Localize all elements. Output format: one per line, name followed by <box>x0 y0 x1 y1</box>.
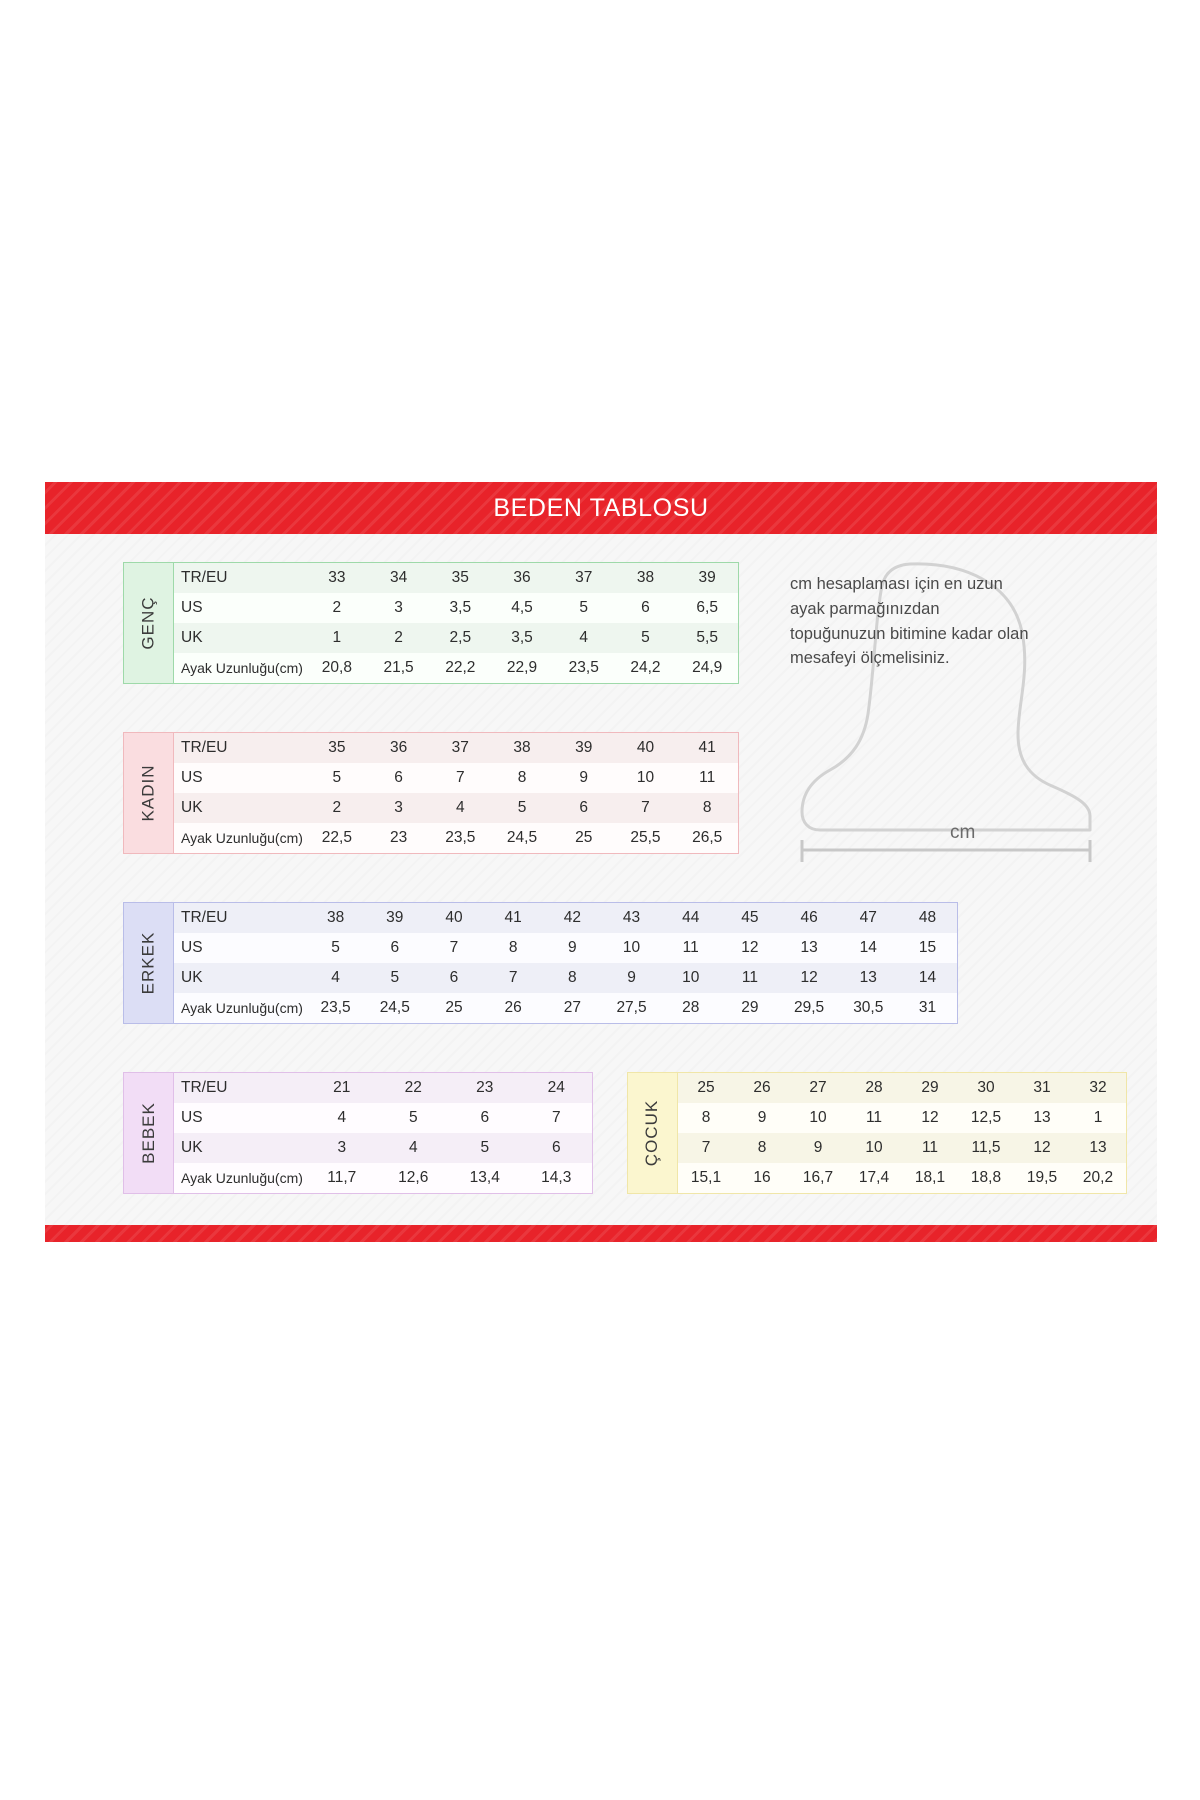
cell: 8 <box>568 969 577 986</box>
page-title: BEDEN TABLOSU <box>493 493 709 522</box>
cell: 12,6 <box>398 1169 429 1186</box>
table-row <box>174 1163 592 1193</box>
cell: 38 <box>513 739 531 756</box>
cell: 8 <box>757 1139 767 1156</box>
row-label: US <box>181 769 203 786</box>
cell: 1 <box>1093 1109 1103 1126</box>
cell: 5 <box>408 1109 418 1126</box>
table-row <box>678 1073 1126 1103</box>
cell: 6 <box>449 969 459 986</box>
cell: 9 <box>627 969 636 986</box>
cell: 7 <box>455 769 465 786</box>
cell: 12 <box>800 969 818 986</box>
cell: 21,5 <box>383 659 414 676</box>
row-label: Ayak Uzunluğu(cm) <box>181 1000 303 1016</box>
row-cells <box>678 1109 1126 1127</box>
cell: 14 <box>918 969 937 986</box>
cell: 9 <box>757 1109 767 1126</box>
cell: 16 <box>753 1169 771 1186</box>
cell: 10 <box>809 1109 827 1126</box>
cell: 37 <box>575 569 593 586</box>
cell: 20,8 <box>321 659 352 676</box>
cell: 13,4 <box>469 1169 500 1186</box>
measure-instructions: cm hesaplaması için en uzun ayak parmağınızdan topuğunuzun bitimine kadar olan mesafeyi ölçmelisiniz. <box>790 575 1029 668</box>
table-erkek-label: ERKEK <box>124 903 174 1023</box>
cell: 36 <box>513 569 531 586</box>
cell: 15 <box>918 939 937 956</box>
chart-footer-bar <box>45 1225 1157 1242</box>
cell: 3 <box>337 1139 347 1156</box>
table-row <box>174 933 957 963</box>
cm-unit-label: cm <box>950 822 976 843</box>
table-row <box>174 823 738 853</box>
cell: 30,5 <box>853 999 884 1016</box>
cell: 9 <box>579 769 589 786</box>
cell: 30 <box>977 1079 995 1096</box>
table-row <box>174 593 738 623</box>
table-row <box>678 1133 1126 1163</box>
cell: 6,5 <box>696 599 718 616</box>
cell: 24,5 <box>506 829 538 846</box>
row-cells <box>306 1079 592 1097</box>
cell: 12,5 <box>970 1109 1002 1126</box>
cell: 5,5 <box>696 629 718 646</box>
cell: 13 <box>859 969 877 986</box>
cell: 6 <box>480 1109 490 1126</box>
cell: 27 <box>563 999 581 1016</box>
cell: 5 <box>390 969 400 986</box>
table-row <box>174 1073 592 1103</box>
row-label: TR/EU <box>181 909 228 926</box>
cell: 11 <box>741 969 758 986</box>
cell: 8 <box>508 939 518 956</box>
row-label: UK <box>181 629 203 646</box>
cell: 12 <box>741 939 759 956</box>
cell: 11 <box>865 1109 883 1126</box>
cell: 1 <box>332 629 342 646</box>
cell: 16,7 <box>802 1169 834 1186</box>
row-cells <box>678 1079 1126 1097</box>
row-label: UK <box>181 1139 203 1156</box>
table-cocuk-grid <box>678 1073 1126 1193</box>
cell: 24,5 <box>379 999 410 1016</box>
cell: 31 <box>1033 1079 1051 1096</box>
cell: 7 <box>449 939 459 956</box>
cell: 6 <box>551 1139 561 1156</box>
cell: 10 <box>636 769 655 786</box>
cell: 25 <box>697 1079 715 1096</box>
cell: 4 <box>455 799 465 816</box>
cell: 39 <box>386 909 404 926</box>
table-bebek-grid <box>174 1073 592 1193</box>
cell: 2 <box>332 599 342 616</box>
cell: 12 <box>921 1109 939 1126</box>
cell: 35 <box>451 569 469 586</box>
cell: 27,5 <box>616 999 647 1016</box>
cell: 25 <box>575 829 593 846</box>
row-label: TR/EU <box>181 1079 228 1096</box>
cell: 28 <box>865 1079 883 1096</box>
cell: 2 <box>332 799 342 816</box>
size-chart-card <box>45 482 1157 1242</box>
cell: 4 <box>408 1139 418 1156</box>
cell: 17,4 <box>858 1169 890 1186</box>
row-label: TR/EU <box>181 569 228 586</box>
cell: 42 <box>563 909 581 926</box>
row-cells <box>306 599 738 617</box>
cell: 11,7 <box>327 1169 357 1186</box>
cell: 22 <box>404 1079 422 1096</box>
cell: 43 <box>622 909 641 926</box>
row-cells <box>678 1139 1126 1157</box>
cell: 9 <box>568 939 577 956</box>
row-cells <box>306 629 738 647</box>
cell: 41 <box>698 739 716 756</box>
cell: 29 <box>921 1079 939 1096</box>
row-cells <box>306 799 738 817</box>
table-row <box>174 1103 592 1133</box>
table-kadin-label: KADIN <box>124 733 174 853</box>
cell: 21 <box>333 1079 351 1096</box>
cell: 7 <box>701 1139 711 1156</box>
row-label: Ayak Uzunluğu(cm) <box>181 660 303 676</box>
table-row <box>174 733 738 763</box>
table-cocuk-label: ÇOCUK <box>628 1073 678 1193</box>
row-label: US <box>181 1109 203 1126</box>
cell: 40 <box>445 909 463 926</box>
row-label: US <box>181 599 203 616</box>
table-genc <box>123 562 739 684</box>
table-genc-label: GENÇ <box>124 563 174 683</box>
table-row <box>174 963 957 993</box>
cell: 8 <box>702 799 712 816</box>
cell: 29,5 <box>794 999 825 1016</box>
table-row <box>678 1103 1126 1133</box>
cell: 3 <box>394 599 403 616</box>
cell: 12 <box>1033 1139 1051 1156</box>
row-cells <box>306 659 738 677</box>
table-kadin-grid <box>174 733 738 853</box>
row-cells <box>306 569 738 587</box>
row-label: UK <box>181 969 203 986</box>
table-bebek <box>123 1072 593 1194</box>
table-row <box>174 793 738 823</box>
cell: 13 <box>1089 1139 1107 1156</box>
cell: 23,5 <box>320 999 351 1016</box>
cell: 3,5 <box>511 629 533 646</box>
cell: 4,5 <box>511 599 533 616</box>
cell: 26 <box>504 999 522 1016</box>
cell: 8 <box>517 769 527 786</box>
row-cells <box>306 999 957 1017</box>
cell: 14,3 <box>541 1169 572 1186</box>
cell: 5 <box>331 939 340 956</box>
cell: 20,2 <box>1082 1169 1114 1186</box>
cell: 11 <box>921 1139 939 1156</box>
cell: 4 <box>337 1109 347 1126</box>
cell: 2,5 <box>449 629 472 646</box>
cell: 11 <box>699 769 716 786</box>
table-bebek-label: BEBEK <box>124 1073 174 1193</box>
chart-header <box>45 482 1157 534</box>
cell: 26,5 <box>692 829 723 846</box>
cell: 34 <box>389 569 408 586</box>
table-row <box>174 653 738 683</box>
cell: 2 <box>394 629 403 646</box>
cell: 41 <box>504 909 522 926</box>
table-row <box>174 1133 592 1163</box>
cell: 8 <box>701 1109 711 1126</box>
row-cells <box>306 909 957 927</box>
cell: 10 <box>865 1139 883 1156</box>
cell: 11 <box>682 939 699 956</box>
cell: 25,5 <box>630 829 661 846</box>
cell: 18,8 <box>970 1169 1002 1186</box>
table-row <box>174 563 738 593</box>
cell: 6 <box>579 799 589 816</box>
cell: 7 <box>551 1109 561 1126</box>
table-genc-grid <box>174 563 738 683</box>
cell: 38 <box>636 569 655 586</box>
cell: 22,2 <box>445 659 476 676</box>
cell: 22,9 <box>506 659 538 676</box>
row-cells <box>306 1139 592 1157</box>
cell: 13 <box>800 939 818 956</box>
row-cells <box>306 939 957 957</box>
table-row <box>678 1163 1126 1193</box>
cell: 29 <box>741 999 759 1016</box>
table-row <box>174 623 738 653</box>
cell: 13 <box>1033 1109 1051 1126</box>
row-label: UK <box>181 799 203 816</box>
cell: 9 <box>813 1139 823 1156</box>
cell: 38 <box>326 909 345 926</box>
cell: 36 <box>389 739 408 756</box>
cell: 47 <box>859 909 877 926</box>
cell: 19,5 <box>1026 1169 1058 1186</box>
cell: 4 <box>331 969 340 986</box>
cell: 3 <box>394 799 403 816</box>
table-row <box>174 763 738 793</box>
table-erkek-grid <box>174 903 957 1023</box>
cell: 7 <box>508 969 518 986</box>
row-cells <box>306 969 957 987</box>
cell: 23 <box>389 829 408 846</box>
cell: 7 <box>641 799 650 816</box>
cell: 24,9 <box>692 659 723 676</box>
cell: 14 <box>859 939 877 956</box>
cell: 23,5 <box>568 659 599 676</box>
row-cells <box>306 739 738 757</box>
cell: 11,5 <box>971 1139 1001 1156</box>
row-cells <box>306 1169 592 1187</box>
cell: 23 <box>476 1079 494 1096</box>
cell: 15,1 <box>690 1169 722 1186</box>
row-cells <box>306 1109 592 1127</box>
cell: 39 <box>575 739 593 756</box>
cell: 37 <box>451 739 469 756</box>
row-cells <box>678 1169 1126 1187</box>
cell: 24,2 <box>630 659 661 676</box>
cell: 10 <box>622 939 641 956</box>
cell: 33 <box>328 569 346 586</box>
cell: 6 <box>390 939 400 956</box>
cell: 46 <box>800 909 818 926</box>
cell: 44 <box>682 909 700 926</box>
cell: 5 <box>641 629 650 646</box>
cell: 6 <box>641 599 650 616</box>
table-cocuk <box>627 1072 1127 1194</box>
table-erkek <box>123 902 958 1024</box>
cell: 32 <box>1089 1079 1107 1096</box>
cell: 5 <box>579 599 589 616</box>
cell: 45 <box>741 909 759 926</box>
table-kadin <box>123 732 739 854</box>
cell: 28 <box>682 999 700 1016</box>
cell: 6 <box>394 769 403 786</box>
row-label: US <box>181 939 203 956</box>
cell: 24 <box>547 1079 565 1096</box>
row-cells <box>306 829 738 847</box>
table-row <box>174 993 957 1023</box>
chart-body <box>45 534 1157 1225</box>
cell: 48 <box>918 909 937 926</box>
row-label: TR/EU <box>181 739 228 756</box>
row-label: Ayak Uzunluğu(cm) <box>181 1170 303 1186</box>
cell: 39 <box>698 569 716 586</box>
cell: 25 <box>445 999 463 1016</box>
cell: 23,5 <box>445 829 476 846</box>
cell: 5 <box>480 1139 490 1156</box>
cell: 18,1 <box>914 1169 946 1186</box>
cell: 40 <box>636 739 655 756</box>
cell: 31 <box>918 999 937 1016</box>
cell: 35 <box>328 739 346 756</box>
cell: 5 <box>517 799 527 816</box>
row-label: Ayak Uzunluğu(cm) <box>181 830 303 846</box>
cell: 22,5 <box>321 829 352 846</box>
row-cells <box>306 769 738 787</box>
cell: 3,5 <box>449 599 472 616</box>
cell: 26 <box>753 1079 771 1096</box>
table-row <box>174 903 957 933</box>
cell: 10 <box>682 969 700 986</box>
cell: 27 <box>809 1079 827 1096</box>
cell: 5 <box>332 769 342 786</box>
cell: 4 <box>579 629 589 646</box>
